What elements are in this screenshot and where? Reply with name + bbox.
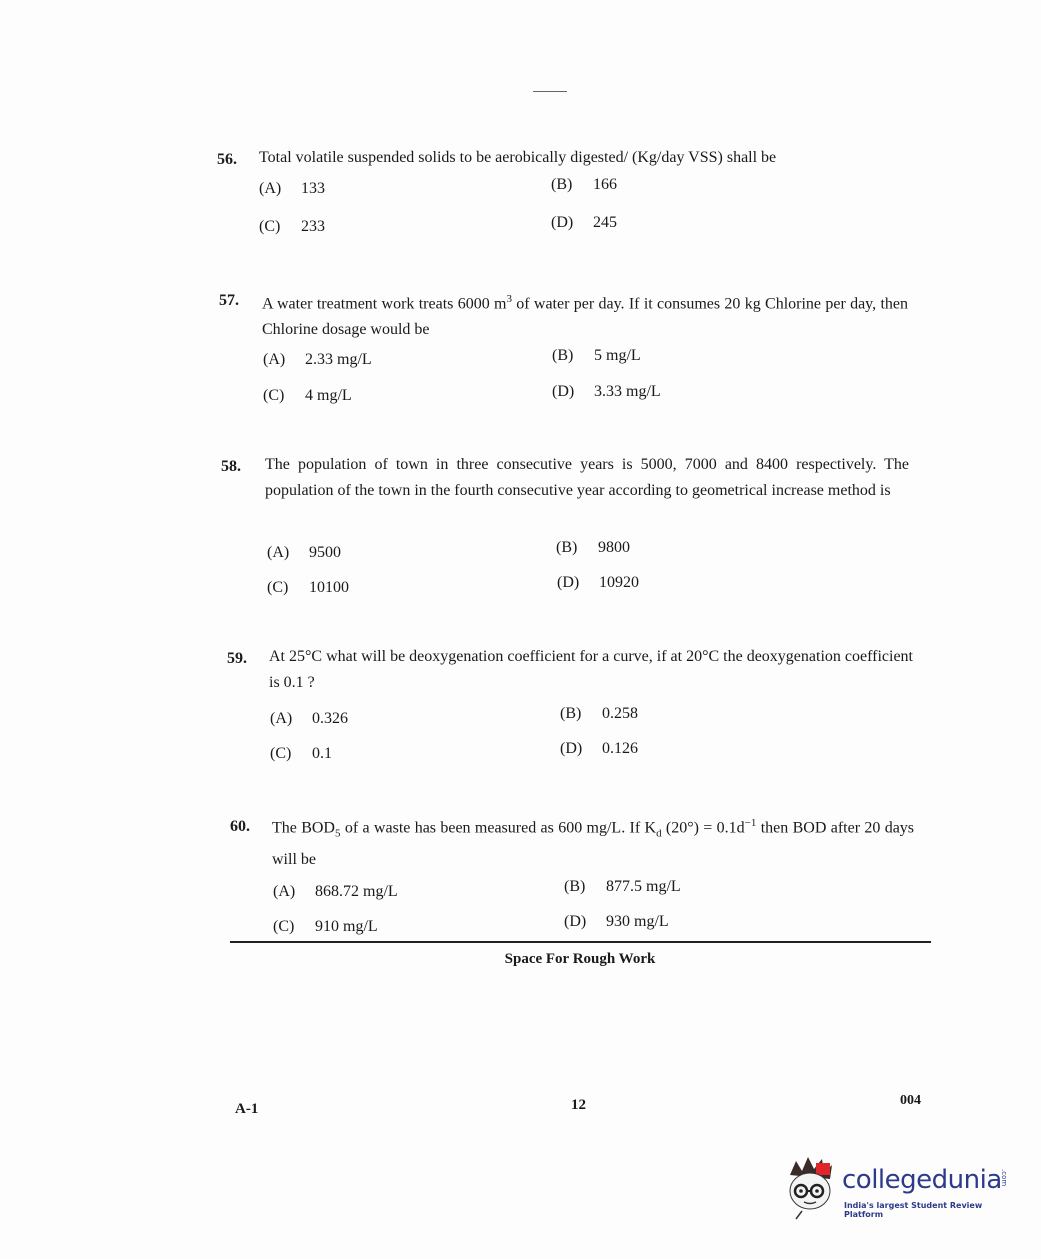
option-a <box>270 710 348 728</box>
option-label: (A) <box>267 544 290 561</box>
option-a <box>267 544 341 562</box>
logo-suffix: .com <box>1000 1169 1008 1187</box>
header-mark <box>533 91 567 92</box>
option-d <box>557 574 639 592</box>
rough-work-label: Space For Rough Work <box>504 951 656 967</box>
option-label: (B) <box>551 176 573 193</box>
option-value: 0.258 <box>602 705 638 722</box>
question-text: The population of town in three consecutive years is 5000, 7000 and 8400 respectively. The population of the town in the fourth consecutive year according to geometrical increase method is <box>265 456 909 499</box>
option-c <box>270 745 332 763</box>
question-number: 58. <box>221 458 241 475</box>
option-label: (C) <box>263 387 285 404</box>
option-b <box>560 705 638 723</box>
option-label: (A) <box>273 883 296 900</box>
option-b <box>551 176 617 194</box>
option-value: 9500 <box>309 544 341 561</box>
option-value: 930 mg/L <box>606 913 669 930</box>
option-c <box>259 218 325 236</box>
divider-rule <box>230 941 931 943</box>
option-b <box>552 347 641 365</box>
option-value: 0.126 <box>602 740 638 757</box>
question-text: At 25°C what will be deoxygenation coefficient for a curve, if at 20°C the deoxygenation coefficient is 0.1 ? <box>269 648 913 691</box>
option-value: 245 <box>593 214 617 231</box>
footer-page-number: 12 <box>571 1097 586 1113</box>
question-number: 56. <box>217 151 237 168</box>
option-value: 910 mg/L <box>315 918 378 935</box>
option-a <box>263 351 372 369</box>
option-value: 10100 <box>309 579 349 596</box>
option-value: 233 <box>301 218 325 235</box>
collegedunia-logo <box>782 1155 1022 1225</box>
option-label: (A) <box>263 351 286 368</box>
option-c <box>267 579 349 597</box>
option-d <box>560 740 638 758</box>
option-value: 877.5 mg/L <box>606 878 681 895</box>
question-text: The $BOD_5$ of a waste has been measured as 600 mg/L. If $K_d$ $(20^\circ) = 0.1d^{-1}$ then BOD after 20 days will be <box>272 817 915 868</box>
question-number: 57. <box>219 292 239 309</box>
option-label: (A) <box>270 710 293 727</box>
option-c <box>273 918 378 936</box>
logo-wordmark: collegedunia <box>842 1165 1002 1195</box>
option-label: (C) <box>267 579 289 596</box>
footer-code: 004 <box>900 1093 921 1108</box>
option-label: (C) <box>273 918 295 935</box>
option-label: (C) <box>259 218 281 235</box>
option-b <box>556 539 630 557</box>
option-value: 0.1 <box>312 745 332 762</box>
option-value: 2.33 mg/L <box>305 351 372 368</box>
question-text: Total volatile suspended solids to be aerobically digested/ (Kg/day VSS) shall be <box>259 149 777 166</box>
option-a <box>273 883 398 901</box>
option-d <box>564 913 669 931</box>
footer-series: A-1 <box>235 1101 259 1117</box>
option-value: 5 mg/L <box>594 347 641 364</box>
option-label: (B) <box>552 347 574 364</box>
option-value: 0.326 <box>312 710 348 727</box>
option-value: 3.33 mg/L <box>594 383 661 400</box>
logo-tagline: India's largest Student Review Platform <box>844 1201 983 1219</box>
option-value: 10920 <box>599 574 639 591</box>
option-label: (D) <box>560 740 583 757</box>
option-label: (D) <box>557 574 580 591</box>
option-label: (D) <box>552 383 575 400</box>
option-c <box>263 387 352 405</box>
question-number: 59. <box>227 650 247 667</box>
question-text: A water treatment work treats 6000 $m^3$ of water per day. If it consumes 20 kg Chlorine per day, then Chlorine dosage would be <box>262 293 909 339</box>
option-d <box>551 214 617 232</box>
option-label: (B) <box>564 878 586 895</box>
option-label: (B) <box>560 705 582 722</box>
option-value: 868.72 mg/L <box>315 883 398 900</box>
question-number: 60. <box>230 818 250 835</box>
option-value: 166 <box>593 176 617 193</box>
option-label: (C) <box>270 745 292 762</box>
option-value: 4 mg/L <box>305 387 352 404</box>
option-value: 9800 <box>598 539 630 556</box>
mascot-icon <box>782 1155 840 1221</box>
option-b <box>564 878 681 896</box>
option-a <box>259 180 325 198</box>
option-value: 133 <box>301 180 325 197</box>
option-label: (D) <box>564 913 587 930</box>
option-label: (A) <box>259 180 282 197</box>
option-d <box>552 383 661 401</box>
option-label: (B) <box>556 539 578 556</box>
option-label: (D) <box>551 214 574 231</box>
